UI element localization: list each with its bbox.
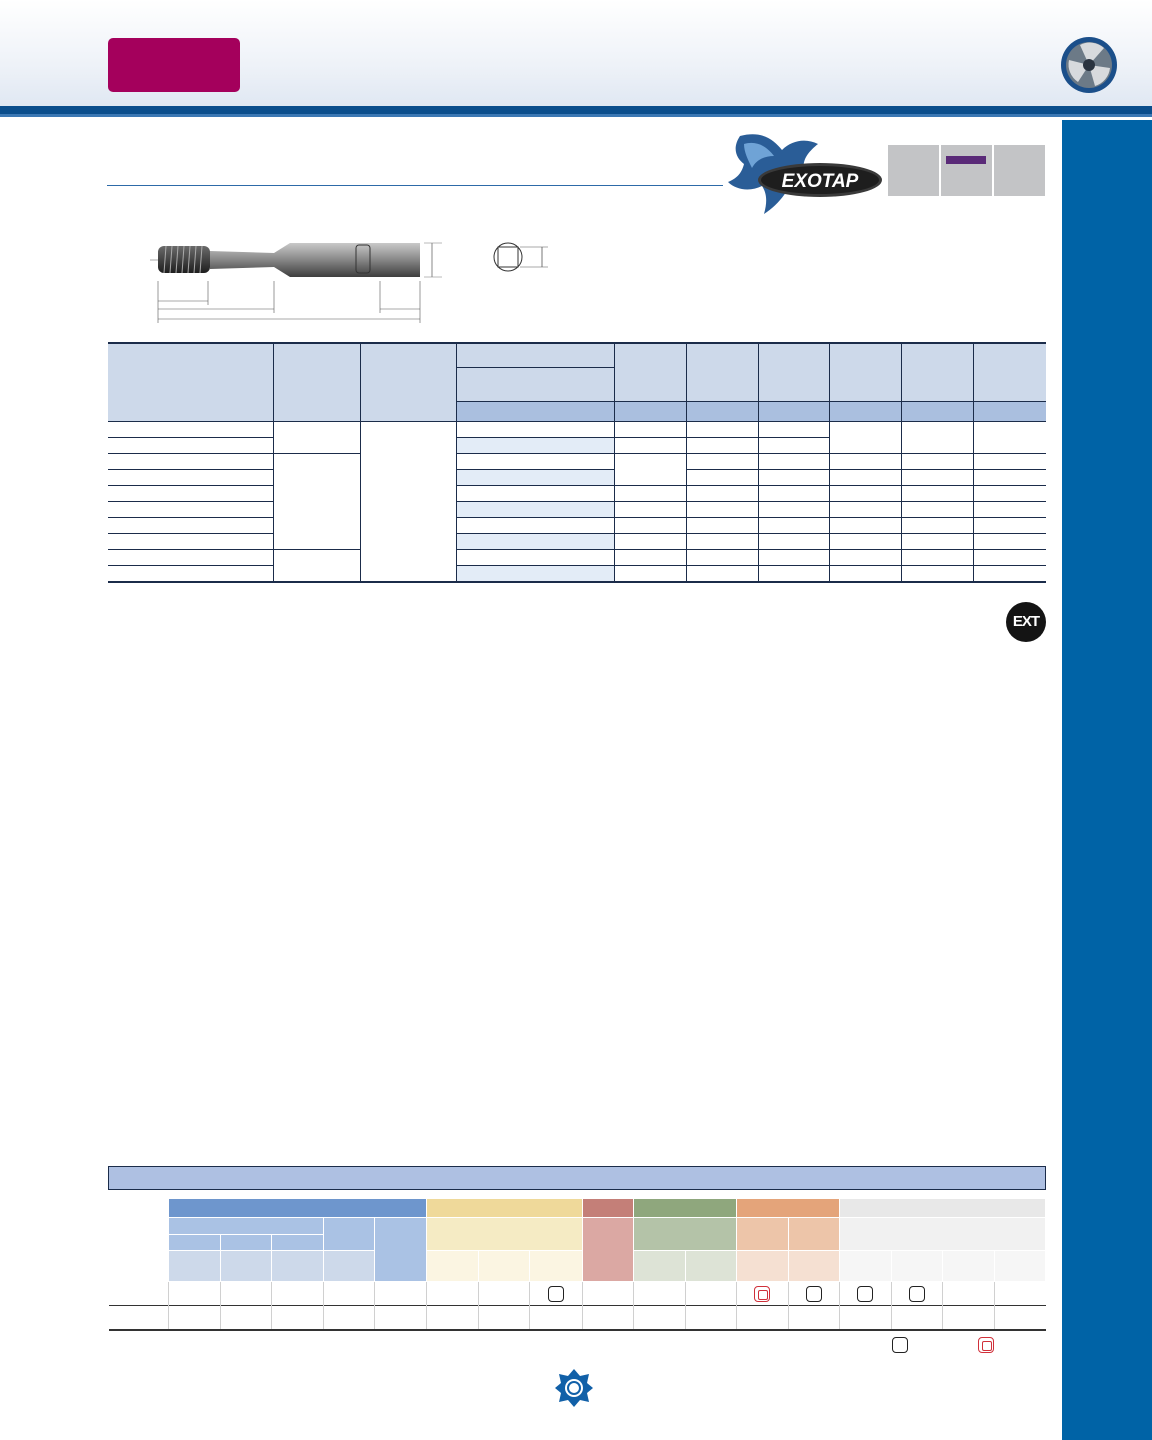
col-header-chamfer xyxy=(456,367,614,401)
exotap-logo xyxy=(722,130,886,216)
series-box-2 xyxy=(941,145,992,196)
group-steel xyxy=(169,1199,427,1218)
suitable-mark xyxy=(548,1286,564,1302)
suitable-mark xyxy=(857,1286,873,1302)
material-corner xyxy=(109,1199,169,1218)
header-rule xyxy=(0,106,1152,114)
group-nonferrous xyxy=(633,1199,736,1218)
optimal-mark xyxy=(978,1337,994,1353)
application-table xyxy=(108,1198,1046,1331)
gear-icon[interactable] xyxy=(1060,36,1118,94)
title-rule xyxy=(107,185,723,186)
series-box-3 xyxy=(994,145,1045,196)
spec-row xyxy=(108,421,1046,437)
col-header-shank-dia xyxy=(758,343,829,401)
ext-badge: EXT xyxy=(1006,602,1046,642)
spec-row xyxy=(108,533,1046,549)
col-header-square-length xyxy=(901,343,973,401)
group-superalloy xyxy=(736,1199,839,1218)
spec-table xyxy=(108,342,1046,583)
square-shank-symbol xyxy=(490,240,550,275)
col-header-square xyxy=(829,343,901,401)
spec-row xyxy=(108,565,1046,582)
spec-row xyxy=(108,469,1046,485)
suitable-mark xyxy=(909,1286,925,1302)
col-header-edp xyxy=(108,343,273,421)
col-header-oal xyxy=(614,343,686,401)
application-row-2 xyxy=(109,1306,1046,1331)
section-tab[interactable] xyxy=(108,38,240,92)
osg-logo-icon xyxy=(554,1368,594,1408)
legend-optimal xyxy=(978,1336,994,1354)
optimal-mark xyxy=(754,1286,770,1302)
col-header-drill xyxy=(973,343,1046,401)
spec-row xyxy=(108,485,1046,501)
spec-row xyxy=(108,453,1046,469)
exotap-logo-text: EXOTAP xyxy=(781,171,859,192)
spec-row xyxy=(108,501,1046,517)
series-box-1 xyxy=(888,145,939,196)
suitable-mark xyxy=(892,1337,908,1353)
series-indicator xyxy=(946,156,986,164)
group-other xyxy=(839,1199,1045,1218)
group-stainless xyxy=(427,1199,582,1218)
group-cast-iron xyxy=(582,1199,633,1218)
tap-drawing xyxy=(150,235,450,330)
col-header-size xyxy=(273,343,360,421)
application-header-bar xyxy=(108,1166,1046,1190)
suitable-mark xyxy=(806,1286,822,1302)
header-rule-light xyxy=(0,114,1152,117)
col-header-class xyxy=(360,343,456,421)
right-sidebar xyxy=(1062,120,1152,1440)
application-row-1 xyxy=(109,1282,1046,1306)
legend-suitable xyxy=(892,1336,908,1354)
col-header-thread-length xyxy=(686,343,758,401)
spec-row xyxy=(108,549,1046,565)
spec-row xyxy=(108,517,1046,533)
col-header-pitch xyxy=(456,343,614,367)
